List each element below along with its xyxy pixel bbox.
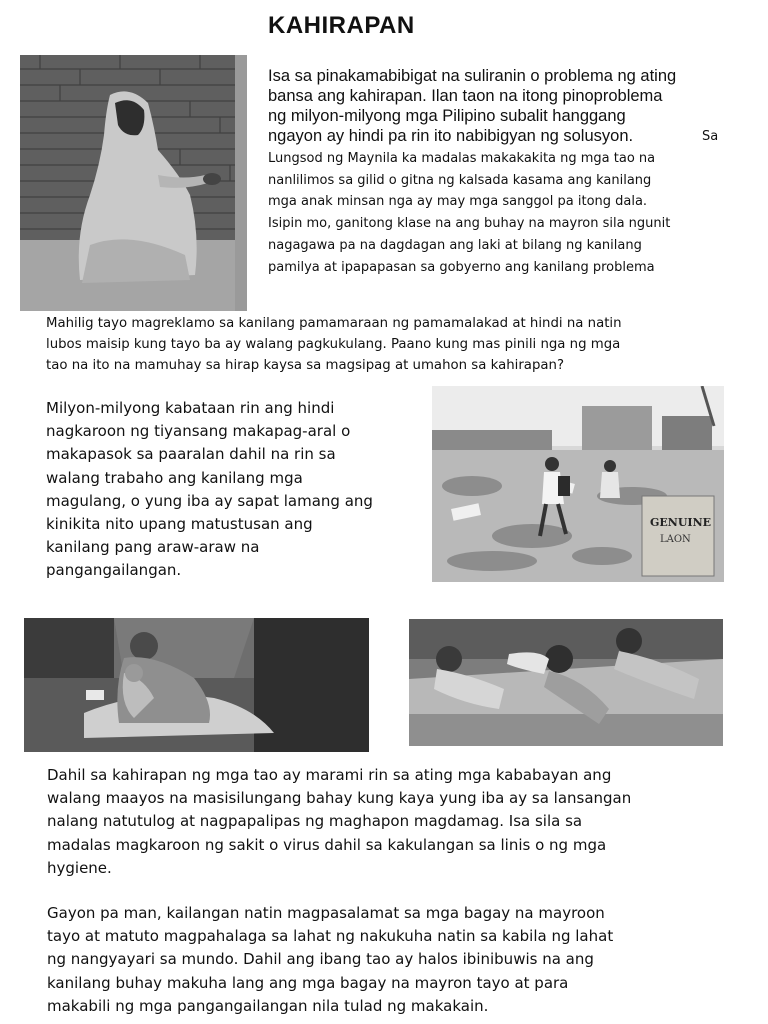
text-line: tao na ito na mamuhay sa hirap kaysa sa magsipag at umahon sa kahirapan? — [46, 358, 565, 373]
gratitude-paragraph — [47, 902, 737, 1018]
text-line: nanlilimos sa gilid o gitna ng kalsada kasama ang kanilang — [268, 172, 652, 188]
text-line: Mahilig tayo magreklamo sa kanilang pamamaraan ng pamamalakad at hindi na natin — [46, 316, 622, 331]
text-line: walang maayos na masisilungang bahay kung kaya yung iba ay sa lansangan — [47, 789, 632, 808]
intro-paragraph-lead — [268, 66, 760, 146]
text-line: hygiene. — [47, 858, 112, 877]
text-line: nagagawa pa na dagdagan ang laki at bilang ng kanilang — [268, 237, 642, 253]
text-line: magulang, o yung iba ay sapat lamang ang — [46, 491, 373, 510]
sleeping-children-photo — [409, 619, 723, 746]
complaint-paragraph — [46, 313, 726, 376]
text-line: Milyon-milyong kabataan rin ang hindi — [46, 399, 335, 417]
children-garbage-photo — [432, 386, 724, 582]
sack-label-genuine: GENUINE — [650, 516, 712, 529]
text-line: bansa ang kahirapan. Ilan taon na itong pinoproblema — [268, 87, 663, 105]
text-line: lubos maisip kung tayo ba ay walang pagkukulang. Paano kung mas pinili nga ng mga — [46, 337, 621, 352]
text-line: Gayon pa man, kailangan natin magpasalamat sa mga bagay na mayroon — [47, 904, 605, 922]
text-line: ngayon ay hindi pa rin ito nabibigyan ng solusyon. — [268, 127, 634, 145]
text-line: kanilang pang araw-araw na — [46, 538, 260, 557]
beggar-woman-photo — [20, 55, 247, 311]
intro-trailing-word: Sa — [702, 129, 719, 144]
text-line: tayo at matuto magpahalaga sa lahat ng nakukuha natin sa kabila ng lahat — [47, 927, 614, 946]
text-line: kinikita nito upang matustusan ang — [46, 515, 313, 534]
text-line: Isipin mo, ganitong klase na ang buhay na mayron sila ngunit — [268, 216, 671, 232]
text-line: mga anak minsan nga ay may mga sanggol pa itong dala. — [268, 194, 648, 210]
page-title: KAHIRAPAN — [268, 12, 415, 39]
text-line: madalas magkaroon ng sakit o virus dahil sa kakulangan sa linis o ng mga — [47, 835, 607, 854]
mother-child-street-photo — [24, 618, 369, 752]
text-line: nagkaroon ng tiyansang makapag-aral o — [46, 422, 351, 441]
text-line: makabili ng mga pangangailangan nila tulad ng makakain. — [47, 996, 489, 1015]
youth-paragraph — [46, 397, 422, 583]
text-line: kanilang buhay makuha lang ang mga bagay na mayron tayo at para — [47, 973, 569, 992]
text-line: Dahil sa kahirapan ng mga tao ay marami rin sa ating mga kababayan ang — [47, 766, 612, 784]
text-line: Lungsod ng Maynila ka madalas makakakita ng mga tao na — [268, 151, 656, 166]
text-line: walang trabaho ang kanilang mga — [46, 468, 303, 487]
text-line: pamilya at ipapapasan sa gobyerno ang kanilang problema — [268, 259, 655, 275]
intro-paragraph-body — [268, 148, 760, 278]
text-line: ng milyon-milyong mga Pilipino subalit hanggang — [268, 107, 626, 125]
text-line: nalang natutulog at nagpapalipas ng maghapon magdamag. Isa sila sa — [47, 812, 583, 831]
sack-label-laon: LAON — [660, 534, 691, 545]
text-line: Isa sa pinakamabibigat na suliranin o problema ng ating — [268, 67, 677, 85]
homeless-paragraph — [47, 764, 737, 880]
text-line: makapasok sa paaralan dahil na rin sa — [46, 445, 336, 464]
text-line: ng nangyayari sa mundo. Dahil ang ibang tao ay halos ibinibuwis na ang — [47, 950, 594, 969]
text-line: pangangailangan. — [46, 561, 182, 580]
